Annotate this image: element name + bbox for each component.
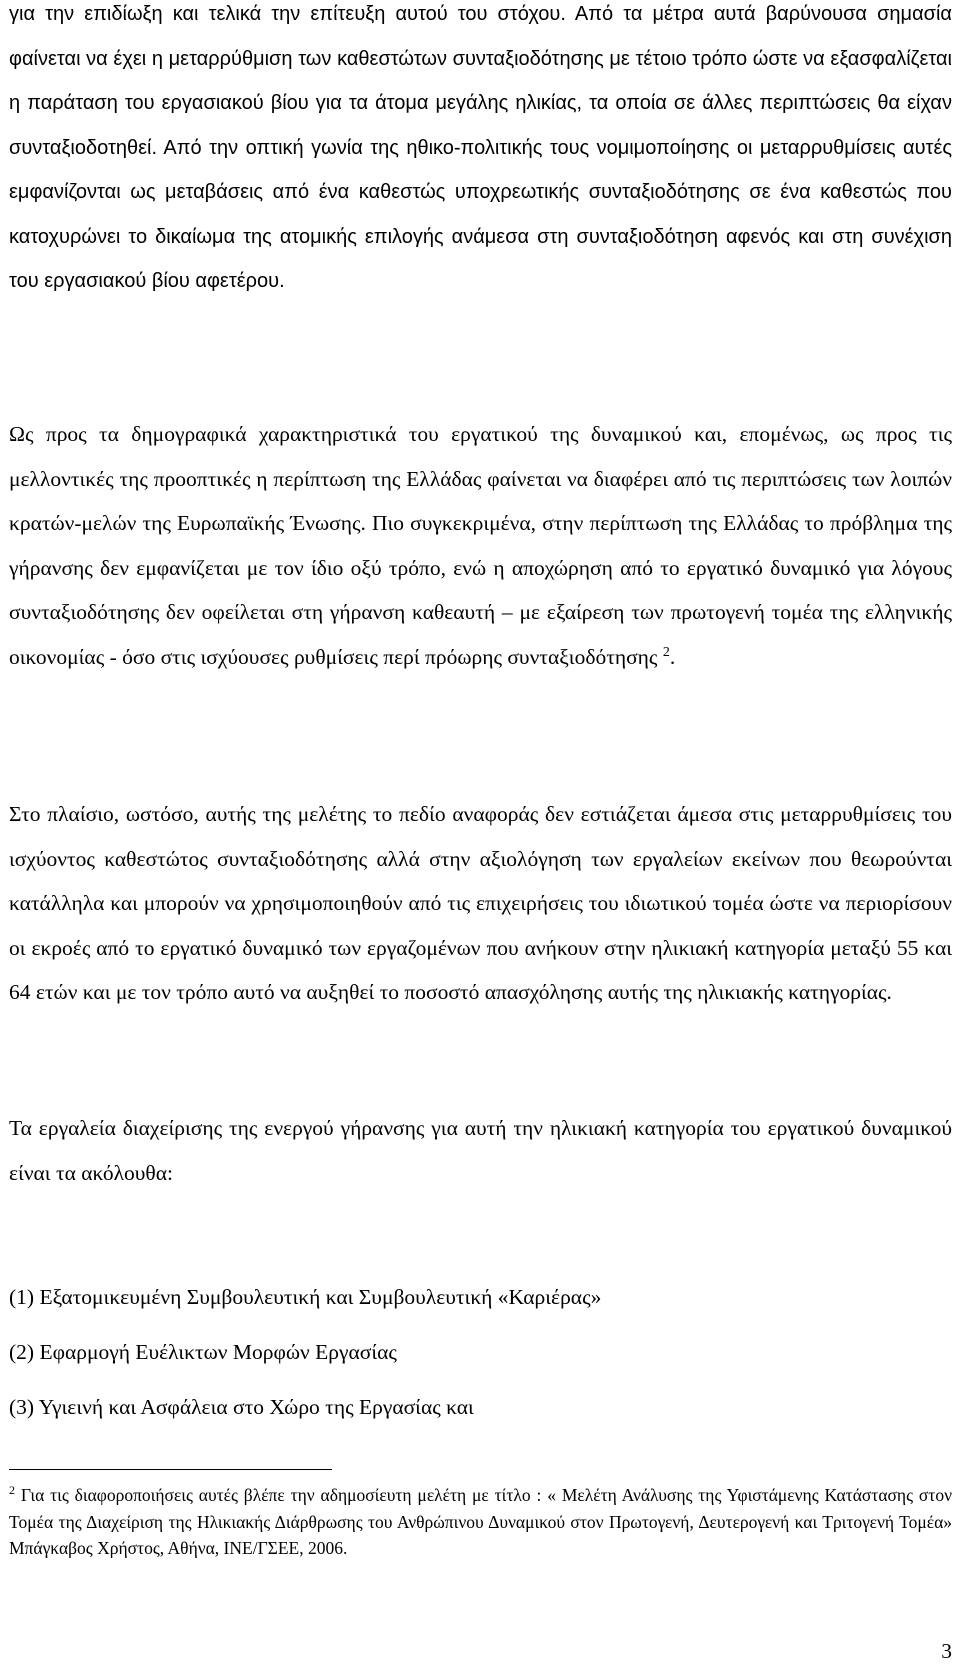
paragraph-4 bbox=[9, 1106, 952, 1195]
paragraph-2-tail: . bbox=[669, 644, 676, 669]
footnote bbox=[9, 1482, 952, 1562]
footnote-divider bbox=[9, 1469, 332, 1470]
paragraph-3-text: Στο πλαίσιο, ωστόσο, αυτής της μελέτης το πεδίο αναφοράς δεν εστιάζεται άμεσα στις μεταρρυθμίσεις του ισχύοντος καθεστώτος συνταξιοδότησης αλλά στην αξιολόγηση των εργαλείων εκείνων που θεωρούνται κατάλληλα και μπορούν να χρησιμοποιηθούν από τις επιχειρήσεις του ιδιωτικού τομέα ώστε να περιορίσουν οι εκροές από το εργατικό δυναμικό των εργαζομένων που ανήκουν στην ηλικιακή κατηγορία μεταξύ 55 και 64 ετών και με τον τρόπο αυτό να αυξηθεί το ποσοστό απασχόλησης αυτής της ηλικιακής κατηγορίας. bbox=[9, 802, 952, 1004]
paragraph-2-text: Ως προς τα δημογραφικά χαρακτηριστικά του εργατικού της δυναμικού και, επομένως, ως προς τις μελλοντικές της προοπτικές η περίπτωση της Ελλάδας φαίνεται να διαφέρει από τις περιπτώσεις των λοιπών κρατών-μελών της Ευρωπαϊκής Ένωσης. Πιο συγκεκριμένα, στην περίπτωση της Ελλάδας το πρόβλημα της γήρανσης δεν εμφανίζεται με τον ίδιο οξύ τρόπο, ενώ η αποχώρηση από το εργατικό δυναμικό για λόγους συνταξιοδότησης δεν οφείλεται στη γήρανση καθεαυτή – με εξαίρεση των πρωτογενή τομέα της ελληνικής οικονομίας - όσο στις ισχύουσες ρυθμίσεις περί πρόωρης συνταξιοδότησης bbox=[9, 422, 952, 669]
paragraph-3 bbox=[9, 792, 952, 1015]
paragraph-4-text: Τα εργαλεία διαχείρισης της ενεργού γήρανσης για αυτή την ηλικιακή κατηγορία του εργατικού δυναμικού είναι τα ακόλουθα: bbox=[9, 1116, 952, 1185]
list-item: (3) Υγιεινή και Ασφάλεια στο Χώρο της Εργασίας και bbox=[9, 1395, 474, 1419]
list-item: (1) Εξατομικευμένη Συμβουλευτική και Συμβουλευτική «Καριέρας» bbox=[9, 1285, 602, 1309]
footnote-text: Για τις διαφοροποιήσεις αυτές βλέπε την αδημοσίευτη μελέτη με τίτλο : « Μελέτη Ανάλυσης της Υφιστάμενης Κατάστασης στον Τομέα της Διαχείριση της Ηλικιακής Διάρθρωσης του Ανθρώπινου Δυναμικού στον Πρωτογενή, Δευτερογενή και Τριτογενή Τομέα» Μπάγκαβος Χρήστος, Αθήνα, ΙΝΕ/ΓΣΕΕ, 2006. bbox=[9, 1485, 952, 1558]
footnote-reference[interactable]: 2 bbox=[662, 644, 670, 660]
paragraph-1-text: για την επιδίωξη και τελικά την επίτευξη αυτού του στόχου. Από τα μέτρα αυτά βαρύνουσα σημασία φαίνεται να έχει η μεταρρύθμιση των καθεστώτων συνταξιοδότησης με τέτοιο τρόπο ώστε να εξασφαλίζεται η παράταση του εργασιακού βίου για τα άτομα μεγάλης ηλικίας, τα οποία σε άλλες περιπτώσεις θα είχαν συνταξιοδοτηθεί. Από την οπτική γωνία της ηθικο-πολιτικής τους νομιμοποίησης οι μεταρρυθμίσεις αυτές εμφανίζονται ως μεταβάσεις από ένα καθεστώς υποχρεωτικής συνταξιοδότησης σε ένα καθεστώς που κατοχυρώνει το δικαίωμα της ατομικής επιλογής ανάμεσα στη συνταξιοδότηση αφενός και στη συνέχιση του εργασιακού βίου αφετέρου. bbox=[9, 3, 952, 292]
paragraph-2 bbox=[9, 412, 952, 679]
page-number: 3 bbox=[941, 1639, 952, 1663]
footnote-marker: 2 bbox=[9, 1483, 15, 1498]
paragraph-1 bbox=[9, 0, 952, 304]
list-item: (2) Εφαρμογή Ευέλικτων Μορφών Εργασίας bbox=[9, 1340, 397, 1364]
